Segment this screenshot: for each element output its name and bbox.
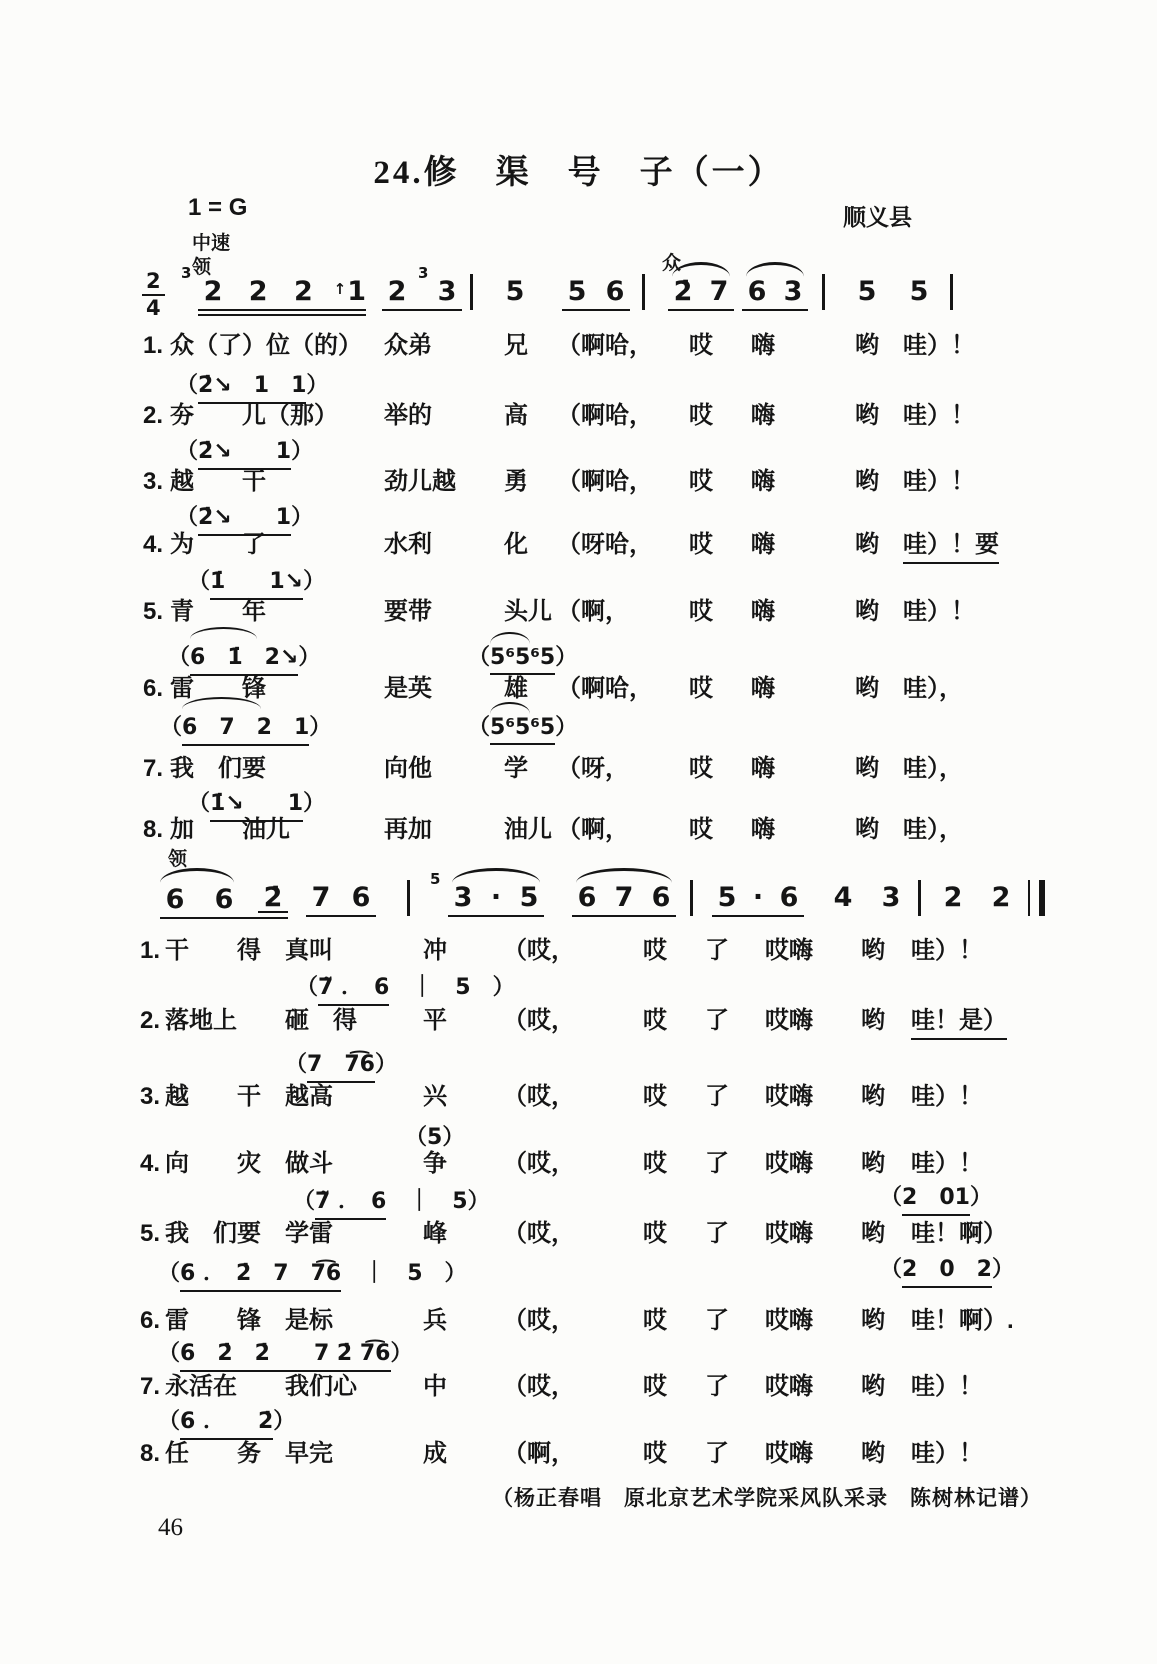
variant-notes: （2 01） bbox=[880, 1180, 992, 1216]
lyric-segment: 哇！啊）. bbox=[911, 1307, 1014, 1334]
lyric-segment: 哇）！ bbox=[903, 468, 975, 495]
lyric-segment: 冲 bbox=[423, 937, 447, 964]
lyric-segment: 哟 bbox=[855, 332, 879, 359]
lyric-segment: 嗨 bbox=[751, 531, 775, 558]
music-line-2 bbox=[0, 872, 1157, 930]
lyric-segment: 哇）！ bbox=[903, 332, 975, 359]
lyric-segment: （啊哈， bbox=[557, 402, 653, 429]
lyric-segment: 哎嗨 bbox=[765, 1007, 813, 1034]
lyric-segment: 哎 bbox=[643, 1007, 667, 1034]
lyric-segment: 哎 bbox=[689, 816, 713, 843]
lyric-segment: 要带 bbox=[384, 598, 432, 625]
note: 6 bbox=[165, 884, 185, 915]
barline bbox=[950, 274, 953, 310]
lyric-segment: 青 年 bbox=[170, 598, 266, 625]
lyric-segment: 平 bbox=[423, 1007, 447, 1034]
note: 2̇ bbox=[258, 884, 288, 913]
verse-line bbox=[140, 1373, 983, 1402]
variant-notes: （6 ． 2̇ 7 7͡6 ｜ 5 ） bbox=[158, 1256, 467, 1292]
note-group-slurred bbox=[742, 278, 808, 311]
verse-number: 2. bbox=[140, 1007, 161, 1034]
lyric-segment: 哟 bbox=[855, 468, 879, 495]
lyric-segment: 众（了）位（的） bbox=[170, 332, 362, 359]
note: 4 bbox=[833, 882, 853, 913]
lyric-segment: 了 bbox=[705, 937, 729, 964]
lyric-segment: 学 bbox=[504, 755, 528, 782]
note-group bbox=[562, 278, 630, 311]
verse-number: 4. bbox=[140, 1150, 161, 1177]
lyric-segment: 哟 bbox=[861, 1007, 885, 1034]
note: 6 bbox=[605, 276, 625, 307]
lyric-segment: 哟 bbox=[855, 531, 879, 558]
grace-note: 3 bbox=[418, 264, 429, 282]
lyric-segment: 落地上 砸 得 bbox=[165, 1007, 357, 1034]
note: 6 bbox=[577, 882, 597, 913]
verse-line bbox=[140, 1440, 983, 1469]
dot: · bbox=[490, 882, 502, 913]
chorus-label: 众 bbox=[662, 253, 682, 274]
lyric-segment: 哟 bbox=[855, 598, 879, 625]
lyric-segment: 越 干 bbox=[170, 468, 266, 495]
lyric-segment: 哟 bbox=[861, 1220, 885, 1247]
lyric-segment: 举的 bbox=[384, 402, 432, 429]
note: 3 bbox=[881, 882, 901, 913]
note: 5 bbox=[717, 882, 737, 913]
lyric-segment: 哎 bbox=[643, 937, 667, 964]
lyric-segment: 加 油儿 bbox=[170, 816, 290, 843]
note-group bbox=[382, 278, 462, 311]
note: 5 bbox=[505, 276, 525, 307]
note: 7 bbox=[311, 882, 331, 913]
verse-line bbox=[143, 598, 975, 627]
variant-notes: （6 ． 2̇） bbox=[158, 1404, 295, 1440]
lyric-segment: 哇）， bbox=[903, 755, 963, 782]
note: 5 bbox=[909, 276, 929, 307]
lyric-segment: 兴 bbox=[423, 1083, 447, 1110]
lyric-segment: 哟 bbox=[861, 1150, 885, 1177]
verse-number: 3. bbox=[140, 1083, 161, 1110]
note: 2 bbox=[294, 276, 313, 307]
barline bbox=[690, 880, 693, 916]
lyric-segment: （啊， bbox=[557, 816, 629, 843]
note: 6 bbox=[779, 882, 799, 913]
lyric-segment: 哟 bbox=[861, 937, 885, 964]
lyric-segment: 哟 bbox=[855, 755, 879, 782]
lyric-segment: 向 灾 做斗 bbox=[165, 1150, 333, 1177]
final-barline bbox=[1028, 880, 1045, 916]
lyric-segment: 哟 bbox=[855, 402, 879, 429]
lyric-segment-underlined: 哇）！要 bbox=[903, 531, 999, 564]
note-group bbox=[198, 278, 366, 311]
lyric-segment: （哎， bbox=[503, 1007, 575, 1034]
note-group bbox=[306, 884, 376, 917]
lyric-segment: 哎嗨 bbox=[765, 1307, 813, 1334]
barline bbox=[407, 880, 410, 916]
verse-line bbox=[143, 675, 963, 704]
lyric-segment: 哇）！ bbox=[903, 402, 975, 429]
lyric-segment: （哎， bbox=[503, 1307, 575, 1334]
tempo-label: 中速 bbox=[192, 233, 231, 254]
lyric-segment: 哇）！ bbox=[911, 1440, 983, 1467]
variant-notes: （6 7 2 1） bbox=[160, 710, 331, 746]
lyric-segment: （啊哈， bbox=[557, 332, 653, 359]
lyric-segment: 了 bbox=[705, 1220, 729, 1247]
lyric-segment: 了 bbox=[705, 1150, 729, 1177]
lyric-segment: 嗨 bbox=[751, 816, 775, 843]
verse-line bbox=[140, 1007, 1007, 1040]
lyric-segment: （哎， bbox=[503, 1373, 575, 1400]
lyric-segment: 夯 儿（那） bbox=[170, 402, 338, 429]
lyric-segment: 兵 bbox=[423, 1307, 447, 1334]
note: 2 bbox=[387, 276, 407, 307]
barline bbox=[470, 274, 473, 310]
lyric-segment: 勇 bbox=[504, 468, 528, 495]
lyric-segment: 劲儿越 bbox=[384, 468, 456, 495]
note: 7 bbox=[614, 882, 634, 913]
variant-notes: （5⁶5⁶5） bbox=[468, 640, 577, 675]
barline bbox=[822, 274, 825, 310]
barline bbox=[642, 274, 645, 310]
variant-notes: （2 0 2） bbox=[880, 1252, 1014, 1288]
verse-line bbox=[140, 1220, 1007, 1249]
note: 2 bbox=[991, 882, 1011, 913]
variant-notes: （1̇↘ 1） bbox=[188, 786, 325, 822]
variant-notes: （2̇↘ 1） bbox=[176, 434, 313, 470]
lyric-segment: 雷 锋 bbox=[170, 675, 266, 702]
verse-number: 7. bbox=[140, 1373, 161, 1400]
note: 2 bbox=[203, 276, 223, 307]
variant-notes: （1̇ 1↘） bbox=[188, 564, 325, 600]
lyric-segment: 哎 bbox=[643, 1307, 667, 1334]
dot: · bbox=[752, 882, 764, 913]
lyric-segment: 哎 bbox=[689, 332, 713, 359]
lyric-segment: （哎， bbox=[503, 1150, 575, 1177]
lyric-segment: 嗨 bbox=[751, 598, 775, 625]
lyric-segment: 我 们要 学雷 bbox=[165, 1220, 333, 1247]
lyric-segment: 嗨 bbox=[751, 675, 775, 702]
song-title: 24.修 渠 号 子（一） bbox=[373, 155, 784, 191]
lyric-segment: 哇）， bbox=[903, 816, 963, 843]
music-line-1 bbox=[0, 266, 1157, 324]
lyric-segment: 哎嗨 bbox=[765, 937, 813, 964]
note: ↑1 bbox=[333, 276, 366, 307]
lyric-segment: 哟 bbox=[861, 1307, 885, 1334]
note: 5 bbox=[567, 276, 587, 307]
lyric-segment: 头儿 bbox=[504, 598, 552, 625]
note: 5 bbox=[519, 882, 539, 913]
region-label: 顺义县 bbox=[843, 204, 912, 230]
lyric-segment: 哇）！ bbox=[911, 937, 983, 964]
lyric-segment: 雄 bbox=[504, 675, 528, 702]
verse-line bbox=[140, 937, 983, 966]
lyric-segment: 我 们要 bbox=[170, 755, 266, 782]
verse-number: 2. bbox=[143, 402, 164, 429]
verse-line bbox=[143, 531, 999, 564]
grace-note: 3 bbox=[181, 264, 192, 282]
lyric-segment: 任 务 早完 bbox=[165, 1440, 333, 1467]
verse-number: 1. bbox=[140, 937, 161, 964]
note: 6 bbox=[651, 882, 671, 913]
grace-note: 5 bbox=[430, 870, 441, 888]
note-group bbox=[712, 884, 804, 917]
lyric-segment: 哟 bbox=[861, 1440, 885, 1467]
lyric-segment: 哇）！ bbox=[903, 598, 975, 625]
verse-line bbox=[143, 402, 975, 431]
lyric-segment: 峰 bbox=[423, 1220, 447, 1247]
lyric-segment: 高 bbox=[504, 402, 528, 429]
lyric-segment: 雷 锋 是标 bbox=[165, 1307, 333, 1334]
lyric-segment: 哎 bbox=[689, 755, 713, 782]
lyric-segment: 油儿 bbox=[504, 816, 552, 843]
variant-notes: （7̃ ． 6 ｜ 5） bbox=[293, 1184, 490, 1220]
note: 3 bbox=[453, 882, 473, 913]
note: 6 bbox=[351, 882, 371, 913]
note-group-slurred bbox=[160, 884, 288, 919]
variant-notes: （2̇↘ 1 1） bbox=[176, 368, 328, 404]
lyric-segment: 哎 bbox=[643, 1220, 667, 1247]
lyric-segment: 嗨 bbox=[751, 402, 775, 429]
lyric-segment: （啊哈， bbox=[557, 675, 653, 702]
lyric-segment: （呀哈， bbox=[557, 531, 653, 558]
lyric-segment: 哟 bbox=[855, 816, 879, 843]
lyric-segment: 再加 bbox=[384, 816, 432, 843]
note: 2 bbox=[248, 276, 268, 307]
lyric-segment: 哎 bbox=[643, 1150, 667, 1177]
lyric-segment: （啊哈， bbox=[557, 468, 653, 495]
note-group-slurred bbox=[572, 884, 676, 917]
lyric-segment: 哇！啊） bbox=[911, 1220, 1007, 1247]
lyric-segment: 哎嗨 bbox=[765, 1150, 813, 1177]
lyric-segment: 了 bbox=[705, 1440, 729, 1467]
lyric-segment: 哎 bbox=[689, 468, 713, 495]
lyric-segment: 哎 bbox=[689, 531, 713, 558]
lyric-segment: 化 bbox=[504, 531, 528, 558]
lyric-segment: 哇）， bbox=[903, 675, 963, 702]
lyric-segment: 水利 bbox=[384, 531, 432, 558]
verse-number: 6. bbox=[143, 675, 164, 702]
page-number: 46 bbox=[158, 1514, 183, 1541]
note: 3 bbox=[437, 276, 457, 307]
lyric-segment: 是英 bbox=[384, 675, 432, 702]
variant-notes: （5） bbox=[405, 1125, 465, 1150]
verse-line bbox=[143, 468, 975, 497]
verse-line bbox=[143, 755, 963, 784]
lyric-segment: 众弟 bbox=[384, 332, 432, 359]
lyric-segment: 哎嗨 bbox=[765, 1440, 813, 1467]
lyric-segment: （呀， bbox=[557, 755, 629, 782]
lyric-segment: 嗨 bbox=[751, 468, 775, 495]
note-group-slurred bbox=[448, 884, 544, 917]
lyric-segment: 为 了 bbox=[170, 531, 266, 558]
verse-number: 4. bbox=[143, 531, 164, 558]
lyric-segment: 哇）！ bbox=[911, 1083, 983, 1110]
lyric-segment: （啊， bbox=[503, 1440, 575, 1467]
lyric-segment: 嗨 bbox=[751, 755, 775, 782]
lyric-segment: （啊， bbox=[557, 598, 629, 625]
note: 6 bbox=[214, 884, 234, 915]
verse-number: 7. bbox=[143, 755, 164, 782]
note: 7 bbox=[709, 276, 729, 307]
lead-singer-label: 领 bbox=[192, 257, 212, 278]
verse-number: 3. bbox=[143, 468, 164, 495]
credit-line: （杨正春唱 原北京艺术学院采风队采录 陈树林记谱） bbox=[492, 1487, 1042, 1510]
lyric-segment: 嗨 bbox=[751, 332, 775, 359]
variant-notes: （7̃ ． 6 ｜ 5 ） bbox=[296, 970, 515, 1006]
lyric-segment: 向他 bbox=[384, 755, 432, 782]
lyric-segment: 了 bbox=[705, 1373, 729, 1400]
lyric-segment: 哎 bbox=[689, 675, 713, 702]
lyric-segment-underlined: 哇！是） bbox=[911, 1007, 1007, 1040]
lyric-segment: 哟 bbox=[861, 1083, 885, 1110]
key-signature: 1 = G bbox=[188, 194, 248, 221]
lyric-segment: 了 bbox=[705, 1083, 729, 1110]
note: 6 bbox=[747, 276, 767, 307]
lyric-segment: 永活在 我们心 bbox=[165, 1373, 357, 1400]
lyric-segment: 哎 bbox=[643, 1373, 667, 1400]
note: 3 bbox=[783, 276, 803, 307]
time-signature: 2 4 bbox=[142, 270, 165, 320]
lyric-segment: （哎， bbox=[503, 1220, 575, 1247]
lyric-segment: 争 bbox=[423, 1150, 447, 1177]
variant-notes: （2̇↘ 1） bbox=[176, 500, 313, 536]
note: 5 bbox=[857, 276, 877, 307]
glissando-up-mark: ↑ bbox=[333, 280, 347, 298]
lyric-segment: 哇）！ bbox=[911, 1150, 983, 1177]
variant-notes: （5⁶5⁶5） bbox=[468, 710, 577, 745]
lyric-segment: 哎嗨 bbox=[765, 1373, 813, 1400]
lyric-segment: （哎， bbox=[503, 1083, 575, 1110]
variant-notes: （7 7͡6） bbox=[285, 1047, 397, 1083]
verse-line bbox=[143, 332, 975, 361]
lyric-segment: 干 得 真叫 bbox=[165, 937, 333, 964]
lyric-segment: 了 bbox=[705, 1007, 729, 1034]
lyric-segment: 哎嗨 bbox=[765, 1220, 813, 1247]
verse-number: 8. bbox=[143, 816, 164, 843]
note-group-slurred bbox=[668, 278, 734, 311]
verse-number: 5. bbox=[143, 598, 164, 625]
lyric-segment: 哎 bbox=[689, 598, 713, 625]
verse-line bbox=[140, 1307, 1014, 1336]
lyric-segment: 哟 bbox=[861, 1373, 885, 1400]
lyric-segment: 越 干 越高 bbox=[165, 1083, 333, 1110]
lyric-segment: 成 bbox=[423, 1440, 447, 1467]
verse-number: 1. bbox=[143, 332, 164, 359]
verse-number: 8. bbox=[140, 1440, 161, 1467]
lyric-segment: 哎 bbox=[689, 402, 713, 429]
lyric-segment: （哎， bbox=[503, 937, 575, 964]
variant-notes: （6 1̇ 2↘） bbox=[168, 640, 320, 676]
lyric-segment: 哇）！ bbox=[911, 1373, 983, 1400]
lyric-segment: 哟 bbox=[855, 675, 879, 702]
lyric-segment: 哎 bbox=[643, 1083, 667, 1110]
lead-singer-label: 领 bbox=[168, 849, 188, 870]
lyric-segment: 了 bbox=[705, 1307, 729, 1334]
note: 2 bbox=[943, 882, 963, 913]
verse-line bbox=[140, 1150, 983, 1179]
lyric-segment: 哎 bbox=[643, 1440, 667, 1467]
lyric-segment: 中 bbox=[423, 1373, 447, 1400]
verse-number: 6. bbox=[140, 1307, 161, 1334]
lyric-segment: 兄 bbox=[504, 332, 528, 359]
note: 2̇ bbox=[673, 276, 693, 307]
lyric-segment: 哎嗨 bbox=[765, 1083, 813, 1110]
variant-notes: （6 2̇ 2̇ 7 2̇ 7͡6） bbox=[158, 1336, 413, 1372]
barline bbox=[918, 880, 921, 916]
verse-number: 5. bbox=[140, 1220, 161, 1247]
verse-line bbox=[143, 816, 963, 845]
verse-line bbox=[140, 1083, 983, 1112]
